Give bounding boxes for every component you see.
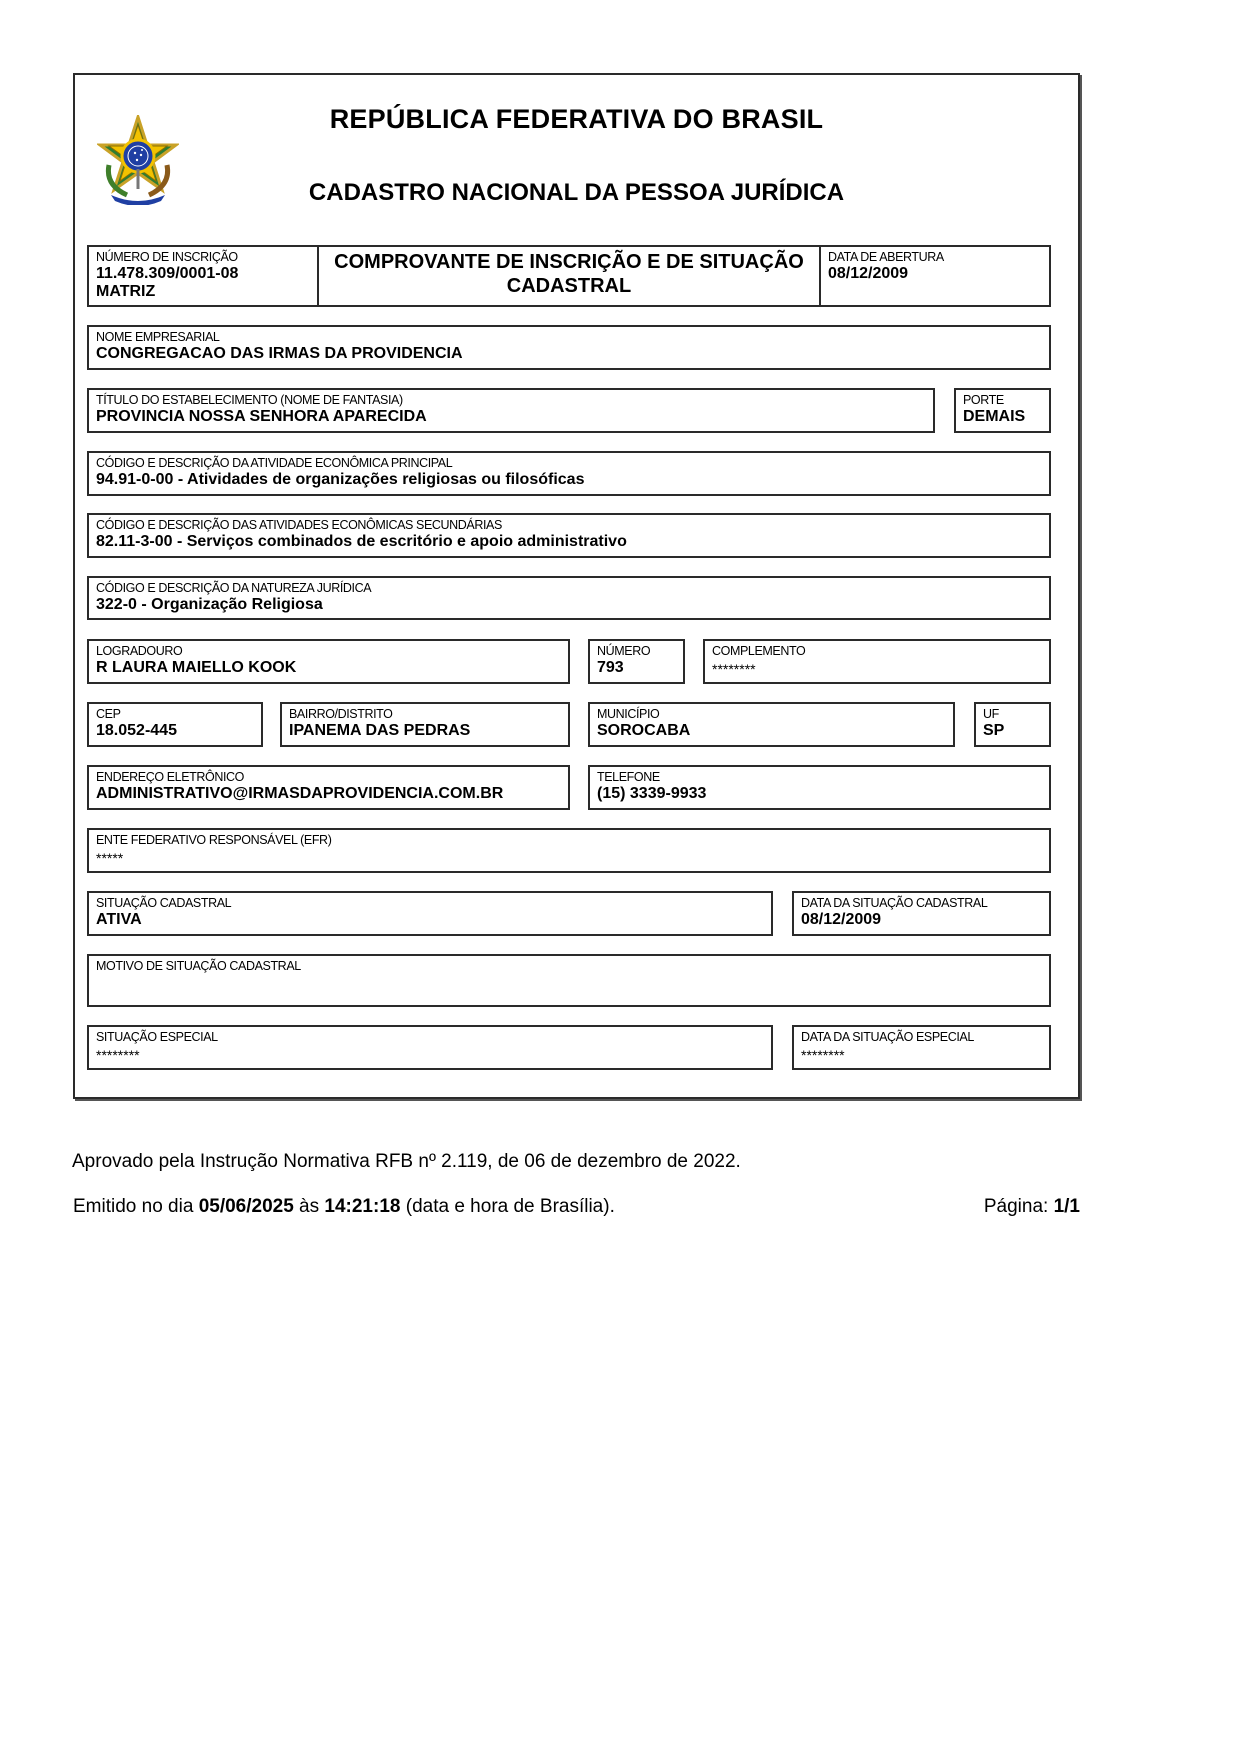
motivo-label: MOTIVO DE SITUAÇÃO CADASTRAL [96, 959, 301, 973]
atividades-secundarias-field [87, 513, 1051, 558]
email-field [87, 765, 570, 810]
fantasia-label: TÍTULO DO ESTABELECIMENTO (NOME DE FANTASIA) [96, 393, 403, 407]
atividade-principal-label: CÓDIGO E DESCRIÇÃO DA ATIVIDADE ECONÔMICA PRINCIPAL [96, 456, 453, 470]
nome-empresarial-label: NOME EMPRESARIAL [96, 330, 220, 344]
email-value: ADMINISTRATIVO@IRMASDAPROVIDENCIA.COM.BR [96, 785, 504, 802]
data-situacao-especial-field [792, 1025, 1051, 1070]
abertura-value: 08/12/2009 [828, 265, 909, 282]
situacao-value: ATIVA [96, 911, 142, 928]
emitido-date: 05/06/2025 [198, 1196, 294, 1217]
emitido-time: 14:21:18 [324, 1196, 401, 1217]
comprovante-title-line1: COMPROVANTE DE INSCRIÇÃO E DE SITUAÇÃO [334, 251, 804, 273]
abertura-field [819, 245, 1051, 307]
cep-value: 18.052-445 [96, 722, 177, 739]
situacao-especial-field [87, 1025, 773, 1070]
inscricao-label: NÚMERO DE INSCRIÇÃO [96, 250, 238, 264]
situacao-label: SITUAÇÃO CADASTRAL [96, 896, 232, 910]
bairro-label: BAIRRO/DISTRITO [289, 707, 393, 721]
porte-label: PORTE [963, 393, 1004, 407]
telefone-field [588, 765, 1051, 810]
emitido-suffix: (data e hora de Brasília). [400, 1196, 615, 1217]
uf-label: UF [983, 707, 999, 721]
numero-label: NÚMERO [597, 644, 651, 658]
atividades-secundarias-value: 82.11-3-00 - Serviços combinados de escritório e apoio administrativo [96, 533, 627, 550]
pagina-text [972, 1196, 1080, 1218]
municipio-field [588, 702, 955, 747]
emitido-text [73, 1196, 615, 1218]
data-situacao-value: 08/12/2009 [801, 911, 882, 928]
abertura-label: DATA DE ABERTURA [828, 250, 944, 264]
numero-field [588, 639, 685, 684]
comprovante-title [319, 250, 819, 298]
atividades-secundarias-label: CÓDIGO E DESCRIÇÃO DAS ATIVIDADES ECONÔMICAS SECUNDÁRIAS [96, 518, 502, 532]
logradouro-label: LOGRADOURO [96, 644, 183, 658]
bairro-value: IPANEMA DAS PEDRAS [289, 722, 471, 739]
cep-label: CEP [96, 707, 121, 721]
porte-value: DEMAIS [963, 408, 1026, 425]
uf-field [974, 702, 1051, 747]
atividade-principal-field [87, 451, 1051, 496]
fantasia-value: PROVINCIA NOSSA SENHORA APARECIDA [96, 408, 427, 425]
municipio-label: MUNICÍPIO [597, 707, 660, 721]
complemento-value: ******** [712, 661, 756, 677]
pagina-value: 1/1 [1053, 1196, 1080, 1217]
porte-field [954, 388, 1051, 433]
emitido-prefix: Emitido no dia [73, 1196, 199, 1217]
municipio-value: SOROCABA [597, 722, 691, 739]
email-label: ENDEREÇO ELETRÔNICO [96, 770, 244, 784]
comprovante-title-box [317, 245, 821, 307]
complemento-label: COMPLEMENTO [712, 644, 806, 658]
natureza-juridica-label: CÓDIGO E DESCRIÇÃO DA NATUREZA JURÍDICA [96, 581, 372, 595]
telefone-value: (15) 3339-9933 [597, 785, 707, 802]
efr-field [87, 828, 1051, 873]
logradouro-value: R LAURA MAIELLO KOOK [96, 659, 297, 676]
motivo-field [87, 954, 1051, 1007]
natureza-juridica-value: 322-0 - Organização Religiosa [96, 596, 323, 613]
aprovado-text: Aprovado pela Instrução Normativa RFB nº 2.119, de 06 de dezembro de 2022. [72, 1151, 741, 1172]
bairro-field [280, 702, 570, 747]
atividade-principal-value: 94.91-0-00 - Atividades de organizações religiosas ou filosóficas [96, 471, 585, 488]
cep-field [87, 702, 263, 747]
efr-label: ENTE FEDERATIVO RESPONSÁVEL (EFR) [96, 833, 332, 847]
data-situacao-field [792, 891, 1051, 936]
uf-value: SP [983, 722, 1005, 739]
inscricao-type: MATRIZ [96, 283, 156, 300]
data-situacao-especial-label: DATA DA SITUAÇÃO ESPECIAL [801, 1030, 974, 1044]
page-title: REPÚBLICA FEDERATIVA DO BRASIL [329, 104, 824, 134]
inscricao-value: 11.478.309/0001-08 [96, 265, 239, 282]
telefone-label: TELEFONE [597, 770, 660, 784]
page-subtitle: CADASTRO NACIONAL DA PESSOA JURÍDICA [308, 179, 845, 206]
emitido-mid: às [293, 1196, 325, 1217]
comprovante-title-line2: CADASTRAL [506, 275, 632, 297]
fantasia-field [87, 388, 935, 433]
nome-empresarial-value: CONGREGACAO DAS IRMAS DA PROVIDENCIA [96, 345, 463, 362]
situacao-especial-value: ******** [96, 1047, 140, 1063]
logradouro-field [87, 639, 570, 684]
situacao-field [87, 891, 773, 936]
pagina-label: Página: [983, 1196, 1054, 1217]
situacao-especial-label: SITUAÇÃO ESPECIAL [96, 1030, 218, 1044]
inscricao-field [87, 245, 319, 307]
complemento-field [703, 639, 1051, 684]
natureza-juridica-field [87, 576, 1051, 620]
data-situacao-especial-value: ******** [801, 1047, 845, 1063]
efr-value: ***** [96, 850, 124, 866]
nome-empresarial-field [87, 325, 1051, 370]
data-situacao-label: DATA DA SITUAÇÃO CADASTRAL [801, 896, 988, 910]
numero-value: 793 [597, 659, 624, 676]
